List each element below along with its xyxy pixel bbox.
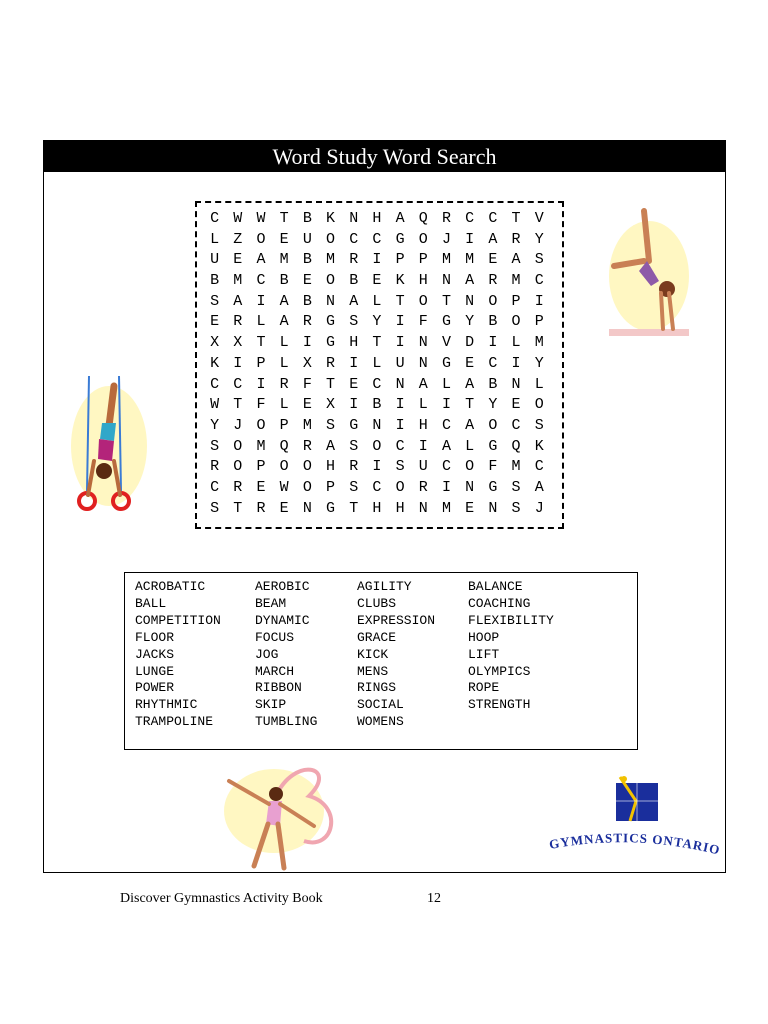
grid-letter: I — [233, 354, 243, 372]
grid-letter: R — [326, 354, 336, 372]
grid-letter: U — [302, 230, 312, 248]
grid-row — [203, 312, 551, 333]
word-list-item: MARCH — [255, 663, 295, 679]
grid-letter: A — [441, 437, 451, 455]
grid-letter: O — [302, 478, 312, 496]
grid-letter: A — [488, 230, 498, 248]
grid-letter: I — [372, 251, 382, 269]
grid-letter: L — [372, 292, 382, 310]
grid-row — [203, 354, 551, 375]
grid-letter: Q — [418, 210, 428, 227]
grid-letter: R — [441, 210, 451, 227]
grid-letter: E — [465, 354, 475, 372]
grid-letter: U — [395, 354, 405, 372]
grid-letter: B — [279, 272, 289, 290]
grid-letter: W — [210, 396, 220, 414]
grid-letter: C — [465, 210, 475, 227]
gymnast-ribbon-icon — [214, 756, 344, 874]
grid-letter: N — [372, 416, 382, 434]
grid-letter: H — [326, 458, 336, 476]
grid-letter: W — [256, 210, 266, 227]
grid-row — [203, 250, 551, 271]
grid-letter: G — [488, 437, 498, 455]
grid-letter: I — [302, 334, 312, 352]
word-list-item: WOMENS — [357, 714, 404, 730]
grid-letter: I — [395, 313, 405, 331]
grid-letter: F — [418, 313, 428, 331]
grid-letter: N — [395, 375, 405, 393]
grid-letter: Q — [279, 437, 289, 455]
grid-letter: C — [372, 375, 382, 393]
grid-letter: I — [349, 354, 359, 372]
word-list-item: JOG — [255, 646, 279, 662]
grid-letter: C — [372, 230, 382, 248]
grid-letter: R — [210, 458, 220, 476]
grid-letter: H — [372, 210, 382, 227]
word-list-column-1 — [135, 579, 221, 731]
grid-letter: I — [488, 334, 498, 352]
grid-letter: E — [465, 499, 475, 517]
grid-letter: T — [233, 499, 243, 517]
word-list-item: RINGS — [357, 680, 397, 696]
grid-letter: S — [210, 437, 220, 455]
grid-letter: G — [326, 499, 336, 517]
grid-letter: C — [372, 478, 382, 496]
word-list-item: STRENGTH — [468, 697, 531, 713]
grid-letter: I — [511, 354, 521, 372]
grid-letter: K — [326, 210, 336, 227]
word-list-item: BEAM — [255, 595, 287, 611]
grid-letter: S — [349, 437, 359, 455]
word-list-item: BALL — [135, 595, 167, 611]
grid-letter: V — [534, 210, 544, 227]
grid-letter: Y — [534, 230, 544, 248]
grid-letter: P — [256, 354, 266, 372]
page-title: Word Study Word Search — [44, 141, 725, 172]
word-list-item: TUMBLING — [255, 714, 318, 730]
grid-letter: L — [279, 334, 289, 352]
grid-letter: O — [326, 230, 336, 248]
word-list-item: RIBBON — [255, 680, 302, 696]
word-list-item: POWER — [135, 680, 175, 696]
grid-letter: C — [349, 230, 359, 248]
grid-row — [203, 333, 551, 354]
grid-letter: N — [349, 210, 359, 227]
grid-letter: T — [441, 292, 451, 310]
word-list-item: COMPETITION — [135, 612, 221, 628]
word-list-item: FOCUS — [255, 629, 295, 645]
grid-letter: N — [418, 354, 428, 372]
grid-letter: Y — [210, 416, 220, 434]
gymnastics-ontario-logo — [544, 771, 724, 863]
word-list-item: HOOP — [468, 629, 500, 645]
grid-letter: G — [488, 478, 498, 496]
footer-book-title: Discover Gymnastics Activity Book — [120, 891, 323, 906]
grid-letter: A — [326, 437, 336, 455]
grid-letter: C — [210, 375, 220, 393]
word-list-column-4 — [468, 579, 554, 714]
grid-letter: P — [418, 251, 428, 269]
logo-text: GYMNASTICS ONTARIO — [547, 830, 722, 858]
grid-letter: C — [233, 375, 243, 393]
word-list-item: ROPE — [468, 680, 500, 696]
grid-letter: O — [511, 313, 521, 331]
word-list-column-3 — [357, 579, 435, 731]
grid-letter: M — [302, 416, 312, 434]
grid-letter: L — [372, 354, 382, 372]
word-list-item: SOCIAL — [357, 697, 404, 713]
grid-letter: R — [233, 313, 243, 331]
word-list-item: EXPRESSION — [357, 612, 436, 628]
grid-letter: L — [441, 375, 451, 393]
grid-letter: G — [441, 313, 451, 331]
grid-letter: I — [349, 396, 359, 414]
grid-letter: O — [465, 458, 475, 476]
grid-letter: A — [465, 272, 475, 290]
word-list-item: DYNAMIC — [255, 612, 310, 628]
word-list-item: JACKS — [135, 646, 175, 662]
grid-letter: J — [233, 416, 243, 434]
grid-row — [203, 209, 551, 230]
grid-letter: A — [395, 210, 405, 227]
word-list-item: SKIP — [255, 697, 287, 713]
grid-letter: I — [256, 375, 266, 393]
grid-row — [203, 437, 551, 458]
grid-letter: A — [465, 375, 475, 393]
grid-letter: N — [418, 499, 428, 517]
grid-letter: A — [256, 251, 266, 269]
grid-letter: R — [279, 375, 289, 393]
grid-letter: F — [302, 375, 312, 393]
grid-letter: B — [302, 210, 312, 227]
word-list-item: BALANCE — [468, 579, 523, 594]
word-list-column-2 — [255, 579, 317, 731]
grid-letter: A — [511, 251, 521, 269]
grid-letter: P — [326, 478, 336, 496]
grid-letter: R — [256, 499, 266, 517]
grid-letter: N — [418, 334, 428, 352]
grid-letter: S — [326, 416, 336, 434]
grid-letter: M — [511, 458, 521, 476]
word-list — [124, 572, 638, 750]
grid-row — [203, 457, 551, 478]
grid-letter: H — [418, 272, 428, 290]
grid-letter: C — [534, 272, 544, 290]
grid-row — [203, 271, 551, 292]
grid-letter: R — [233, 478, 243, 496]
word-list-item: LIFT — [468, 646, 500, 662]
grid-row — [203, 395, 551, 416]
grid-letter: R — [302, 437, 312, 455]
grid-letter: L — [279, 396, 289, 414]
grid-letter: R — [418, 478, 428, 496]
word-list-item: OLYMPICS — [468, 663, 531, 679]
grid-letter: B — [302, 251, 312, 269]
word-list-item: RHYTHMIC — [135, 697, 198, 713]
grid-letter: L — [256, 313, 266, 331]
grid-letter: W — [279, 478, 289, 496]
word-list-item: AGILITY — [357, 579, 412, 594]
grid-letter: O — [279, 458, 289, 476]
grid-letter: M — [279, 251, 289, 269]
grid-letter: L — [418, 396, 428, 414]
grid-letter: B — [372, 396, 382, 414]
grid-letter: E — [488, 251, 498, 269]
grid-letter: H — [372, 499, 382, 517]
grid-letter: T — [372, 334, 382, 352]
grid-letter: O — [488, 416, 498, 434]
grid-letter: S — [511, 499, 521, 517]
grid-letter: M — [534, 334, 544, 352]
grid-letter: O — [302, 458, 312, 476]
grid-letter: B — [488, 375, 498, 393]
grid-letter: A — [465, 416, 475, 434]
grid-letter: C — [210, 478, 220, 496]
grid-letter: J — [441, 230, 451, 248]
grid-letter: N — [302, 499, 312, 517]
grid-letter: U — [210, 251, 220, 269]
grid-row — [203, 292, 551, 313]
worksheet-frame — [43, 140, 726, 873]
word-list-item: KICK — [357, 646, 389, 662]
grid-letter: Y — [372, 313, 382, 331]
grid-letter: I — [441, 396, 451, 414]
grid-letter: M — [233, 272, 243, 290]
grid-letter: H — [418, 416, 428, 434]
grid-letter: S — [511, 478, 521, 496]
grid-letter: K — [395, 272, 405, 290]
grid-letter: Y — [465, 313, 475, 331]
grid-letter: E — [279, 499, 289, 517]
grid-letter: K — [534, 437, 544, 455]
grid-letter: L — [279, 354, 289, 372]
grid-letter: X — [302, 354, 312, 372]
grid-letter: M — [441, 499, 451, 517]
grid-letter: T — [256, 334, 266, 352]
grid-letter: C — [488, 354, 498, 372]
grid-letter: R — [349, 251, 359, 269]
word-list-item: FLOOR — [135, 629, 175, 645]
grid-letter: I — [372, 458, 382, 476]
grid-letter: E — [372, 272, 382, 290]
grid-letter: C — [210, 210, 220, 227]
grid-letter: I — [418, 437, 428, 455]
grid-letter: X — [326, 396, 336, 414]
grid-letter: Y — [488, 396, 498, 414]
grid-letter: A — [349, 292, 359, 310]
grid-letter: G — [326, 334, 336, 352]
grid-letter: W — [233, 210, 243, 227]
grid-letter: O — [418, 230, 428, 248]
word-list-item: GRACE — [357, 629, 397, 645]
grid-letter: A — [279, 313, 289, 331]
grid-letter: E — [233, 251, 243, 269]
grid-row — [203, 230, 551, 251]
grid-letter: N — [465, 292, 475, 310]
grid-letter: F — [256, 396, 266, 414]
grid-letter: S — [349, 478, 359, 496]
grid-letter: I — [256, 292, 266, 310]
grid-row — [203, 375, 551, 396]
grid-letter: I — [534, 292, 544, 310]
grid-letter: S — [534, 416, 544, 434]
grid-letter: N — [441, 272, 451, 290]
grid-letter: R — [488, 272, 498, 290]
grid-letter: S — [395, 458, 405, 476]
grid-row — [203, 499, 551, 520]
grid-letter: G — [349, 416, 359, 434]
grid-letter: O — [418, 292, 428, 310]
grid-letter: N — [511, 375, 521, 393]
grid-letter: M — [441, 251, 451, 269]
grid-letter: G — [395, 230, 405, 248]
word-list-item: COACHING — [468, 595, 531, 611]
grid-letter: O — [233, 458, 243, 476]
grid-letter: T — [326, 375, 336, 393]
grid-letter: F — [488, 458, 498, 476]
grid-letter: P — [534, 313, 544, 331]
grid-letter: R — [302, 313, 312, 331]
svg-text:GYMNASTICS ONTARIO — [548, 830, 722, 857]
grid-letter: T — [395, 292, 405, 310]
grid-letter: K — [210, 354, 220, 372]
word-list-item: CLUBS — [357, 595, 397, 611]
grid-letter: O — [233, 437, 243, 455]
grid-letter: T — [233, 396, 243, 414]
grid-letter: S — [210, 499, 220, 517]
grid-letter: I — [465, 230, 475, 248]
grid-row — [203, 416, 551, 437]
grid-letter: G — [441, 354, 451, 372]
grid-letter: M — [465, 251, 475, 269]
grid-letter: N — [326, 292, 336, 310]
grid-letter: Y — [534, 354, 544, 372]
grid-letter: E — [511, 396, 521, 414]
grid-letter: N — [465, 478, 475, 496]
grid-letter: B — [302, 292, 312, 310]
grid-letter: X — [210, 334, 220, 352]
grid-letter: T — [349, 499, 359, 517]
grid-letter: T — [465, 396, 475, 414]
grid-letter: M — [256, 437, 266, 455]
grid-letter: O — [326, 272, 336, 290]
grid-letter: E — [279, 230, 289, 248]
gymnast-rings-icon — [54, 371, 154, 516]
grid-letter: P — [256, 458, 266, 476]
grid-letter: H — [395, 499, 405, 517]
grid-letter: J — [534, 499, 544, 517]
grid-letter: O — [534, 396, 544, 414]
grid-letter: Q — [511, 437, 521, 455]
grid-letter: E — [302, 272, 312, 290]
grid-letter: Z — [233, 230, 243, 248]
grid-letter: N — [488, 499, 498, 517]
word-list-item: MENS — [357, 663, 389, 679]
grid-letter: H — [349, 334, 359, 352]
grid-letter: E — [210, 313, 220, 331]
word-search-grid — [203, 209, 551, 519]
grid-letter: T — [511, 210, 521, 227]
grid-letter: C — [441, 416, 451, 434]
grid-letter: O — [256, 230, 266, 248]
grid-letter: B — [210, 272, 220, 290]
grid-letter: S — [534, 251, 544, 269]
grid-letter: B — [488, 313, 498, 331]
word-list-item: ACROBATIC — [135, 579, 206, 594]
grid-letter: L — [465, 437, 475, 455]
grid-letter: A — [418, 375, 428, 393]
grid-letter: C — [441, 458, 451, 476]
grid-letter: E — [302, 396, 312, 414]
grid-letter: L — [511, 334, 521, 352]
grid-letter: E — [256, 478, 266, 496]
grid-letter: P — [511, 292, 521, 310]
grid-letter: B — [349, 272, 359, 290]
grid-letter: U — [418, 458, 428, 476]
grid-letter: C — [395, 437, 405, 455]
grid-letter: C — [256, 272, 266, 290]
grid-letter: P — [279, 416, 289, 434]
grid-letter: V — [441, 334, 451, 352]
grid-letter: A — [233, 292, 243, 310]
grid-letter: T — [279, 210, 289, 227]
grid-letter: C — [511, 416, 521, 434]
word-list-item: TRAMPOLINE — [135, 714, 214, 730]
grid-letter: A — [279, 292, 289, 310]
grid-letter: S — [349, 313, 359, 331]
grid-letter: S — [210, 292, 220, 310]
grid-letter: R — [349, 458, 359, 476]
grid-letter: O — [395, 478, 405, 496]
grid-letter: P — [395, 251, 405, 269]
grid-letter: G — [326, 313, 336, 331]
grid-letter: M — [511, 272, 521, 290]
grid-letter: O — [256, 416, 266, 434]
grid-letter: L — [534, 375, 544, 393]
word-list-item: FLEXIBILITY — [468, 612, 554, 628]
grid-row — [203, 478, 551, 499]
grid-letter: D — [465, 334, 475, 352]
grid-letter: O — [488, 292, 498, 310]
grid-letter: O — [372, 437, 382, 455]
grid-letter: M — [326, 251, 336, 269]
word-list-item: AEROBIC — [255, 579, 310, 594]
grid-letter: I — [395, 334, 405, 352]
grid-letter: I — [395, 416, 405, 434]
word-list-item: LUNGE — [135, 663, 175, 679]
grid-letter: A — [534, 478, 544, 496]
grid-letter: E — [349, 375, 359, 393]
grid-letter: R — [511, 230, 521, 248]
grid-letter: I — [441, 478, 451, 496]
footer-page-number: 12 — [427, 891, 441, 906]
word-search-grid-box — [195, 201, 564, 529]
gymnast-handstand-icon — [599, 201, 694, 341]
grid-letter: X — [233, 334, 243, 352]
grid-letter: C — [534, 458, 544, 476]
grid-letter: L — [210, 230, 220, 248]
grid-letter: I — [395, 396, 405, 414]
grid-letter: C — [488, 210, 498, 227]
